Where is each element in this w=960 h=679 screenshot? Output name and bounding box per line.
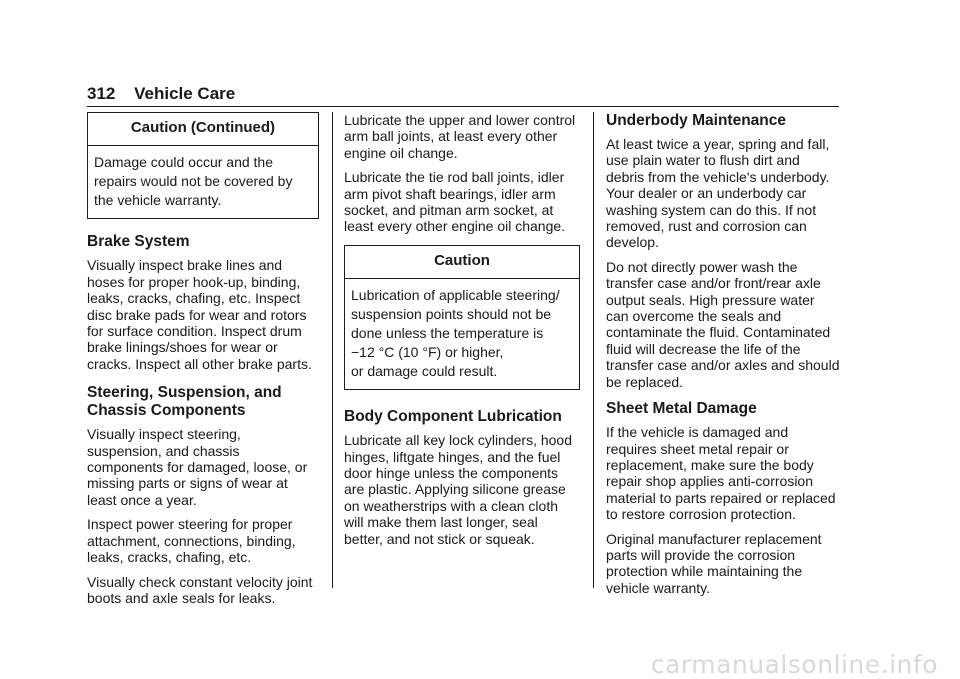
caution-title: Caution (Continued) (88, 113, 318, 146)
caution-title: Caution (345, 246, 579, 279)
ball-joint-paragraph: Lubricate the upper and lower control arm ball joints, at least every other engine oil change. (344, 112, 576, 161)
underbody-paragraph-2: Do not directly power wash the transfer case and/or front/rear axle output seals. High pressure water can overcome the seals and contaminate the fluid. Contaminated fluid will decrease the life of the transfer case and/or axles and should be replaced. (606, 258, 840, 390)
brake-system-heading: Brake System (87, 233, 190, 251)
steering-paragraph-1: Visually inspect steering, suspension, and chassis components for damaged, loose, or missing parts or signs of wear at least once a year. (87, 426, 308, 508)
steering-paragraph-2: Inspect power steering for proper attachment, connections, binding, leaks, cracks, chafing, etc. (87, 516, 296, 566)
caution-box-lubrication (344, 245, 580, 390)
column-middle (344, 112, 580, 555)
column-right (606, 112, 840, 604)
sheet-metal-paragraph-2: Original manufacturer replacement parts will provide the corrosion protection while maintaining the vehicle warranty. (606, 530, 822, 596)
body-lubrication-heading: Body Component Lubrication (344, 408, 562, 426)
section-title: Vehicle Care (134, 84, 236, 103)
caution-body: Lubrication of applicable steering/ suspension points should not be done unless the temperature is −12 °C (10 °F) or higher, or damage could result. (351, 287, 560, 380)
steering-paragraph-3: Visually check constant velocity joint boots and axle seals for leaks. (87, 573, 313, 606)
page-number: 312 (87, 84, 116, 103)
column-left (87, 112, 319, 614)
body-lubrication-text: Lubricate all key lock cylinders, hood hinges, liftgate hinges, and the fuel door hinge unless the components are plastic. Applying silicone grease on weatherstrips with a clean cloth will make them last longer, seal better, and not stick or squeak. (344, 432, 573, 547)
watermark: carmanualsonline.info (650, 650, 938, 679)
page-header (87, 84, 839, 107)
sheet-metal-paragraph-1: If the vehicle is damaged and requires sheet metal repair or replacement, make sure the body repair shop applies anti-corrosion material to parts repaired or replaced to restore corrosion protection. (606, 424, 836, 523)
column-divider-left (332, 112, 333, 588)
underbody-heading: Underbody Maintenance (606, 112, 786, 129)
steering-heading: Steering, Suspension, and Chassis Components (87, 384, 282, 420)
caution-box-continued (87, 112, 319, 219)
sheet-metal-heading: Sheet Metal Damage (606, 400, 757, 418)
underbody-paragraph-1: At least twice a year, spring and fall, use plain water to flush dirt and debris from the vehicle's underbody. Your dealer or an underbody car washing system can do this. If not removed, rust and corrosion can develop. (606, 136, 830, 251)
column-divider-right (593, 112, 594, 588)
tie-rod-paragraph: Lubricate the tie rod ball joints, idler arm pivot shaft bearings, idler arm socket, and pitman arm socket, at least every other engine oil change. (344, 169, 566, 235)
brake-system-text: Visually inspect brake lines and hoses for proper hook-up, binding, leaks, cracks, chafing, etc. Inspect disc brake pads for wear and rotors for surface condition. Inspect drum brake linings/shoes for wear or cracks. Inspect all other brake parts. (87, 257, 312, 372)
caution-body: Damage could occur and the repairs would not be covered by the vehicle warranty. (94, 154, 293, 209)
